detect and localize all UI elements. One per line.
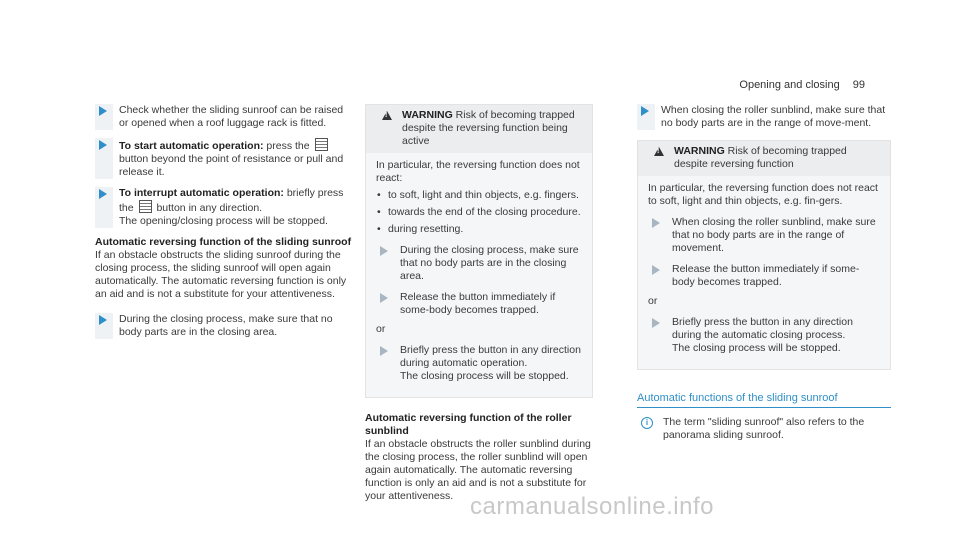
step-text: When closing the roller sunblind, make sure that no body parts are in the range of movement. [672,216,876,254]
step-text: Briefly press the button in any direction during automatic operation. [400,344,581,369]
warning-step [648,316,880,355]
step-arrow-icon [99,140,107,150]
bullet-item: • during resetting. [376,223,582,236]
watermark: carmanualsonline.info [470,493,714,520]
step-arrow-icon [99,189,107,199]
warning-step [648,216,880,255]
step-text: briefly press the [119,187,344,214]
bullet-item: • towards the end of the closing procedure. [376,206,582,219]
link-heading[interactable]: Automatic functions of the sliding sunroof [637,392,891,408]
warning-intro: In particular, the reversing function does not react to soft, light and thin objects, e.g. fin-gers. [648,182,878,207]
step-result: The closing process will be stopped. [400,370,569,382]
step-text: Release the button immediately if some-body becomes trapped. [672,263,860,288]
step-label: To start automatic operation: [119,140,264,152]
step-arrow-icon [652,265,660,275]
warning-title: WARNING [674,145,725,157]
warning-step [376,344,582,383]
warning-step [376,244,582,283]
step-check-roof-rack [95,104,353,130]
step-arrow-icon [99,315,107,325]
warning-title: WARNING [402,109,453,121]
warning-triangle-icon [382,111,392,120]
step-closing-caution [95,313,353,339]
warning-subtitle: Risk of becoming trapped despite reversing function [674,145,847,170]
section-heading: Automatic reversing function of the roller sunblind [365,412,572,437]
section-title: Opening and closing [739,79,840,91]
step-label: To interrupt automatic operation: [119,187,284,199]
or-text: or [648,295,658,307]
note [637,416,891,442]
step-text: During the closing process, make sure that no body parts are in the closing area. [400,244,579,282]
warning-intro: In particular, the reversing function does not react: [376,159,580,184]
page-number: 99 [852,79,865,91]
warning-box [365,104,593,398]
warning-step [648,263,880,289]
warning-step [376,291,582,317]
section-heading: Automatic reversing function of the sliding sunroof [95,236,352,248]
step-text: button beyond the point of resistance or pull and release it. [119,153,344,178]
step-text: Check whether the sliding sunroof can be raised or opened when a roof luggage rack is fitted. [119,104,344,129]
step-start-automatic [95,138,353,179]
warning-triangle-icon [654,147,664,156]
step-text: When closing the roller sunblind, make sure that no body parts are in the range of move-ment. [661,104,886,129]
note-text: The term "sliding sunroof" also refers to the panorama sliding sunroof. [663,416,865,441]
or-text: or [376,323,386,335]
bullet-item: • to soft, light and thin objects, e.g. fingers. [376,189,582,202]
step-result: The opening/closing process will be stopped. [119,215,328,227]
column-1 [95,104,353,347]
page-header [739,79,865,92]
button-symbol-icon [139,200,152,213]
warning-bullets [376,189,582,236]
step-arrow-icon [652,218,660,228]
button-symbol-icon [315,138,328,151]
column-2 [365,104,593,511]
section-paragraph: If an obstacle obstructs the sliding sunroof during the closing process, the sliding sunroof will open again automatically. The automatic reversing function is only an aid and is not a substitute for your attentiveness. [95,249,347,300]
step-arrow-icon [99,106,107,116]
step-arrow-icon [380,346,388,356]
step-sunblind-caution [637,104,891,130]
step-arrow-icon [652,318,660,328]
step-arrow-icon [641,106,649,116]
warning-box [637,140,891,370]
info-icon: i [641,417,653,429]
column-3 [637,104,891,442]
step-result: The closing process will be stopped. [672,342,841,354]
step-text: Briefly press the button in any direction during the automatic closing process. [672,316,853,341]
step-arrow-icon [380,246,388,256]
step-text: button in any direction. [156,202,263,214]
warning-subtitle: Risk of becoming trapped despite the reversing function being active [402,109,575,147]
step-arrow-icon [380,293,388,303]
step-interrupt-automatic [95,187,353,228]
step-text: press the [266,140,310,152]
step-text: During the closing process, make sure that no body parts are in the closing area. [119,313,333,338]
section-paragraph: If an obstacle obstructs the roller sunblind during the closing process, the roller sunblind will open again automatically. The automatic reversing function is only an aid and is not a substitute for your attentiveness. [365,438,591,502]
step-text: Release the button immediately if some-body becomes trapped. [400,291,556,316]
